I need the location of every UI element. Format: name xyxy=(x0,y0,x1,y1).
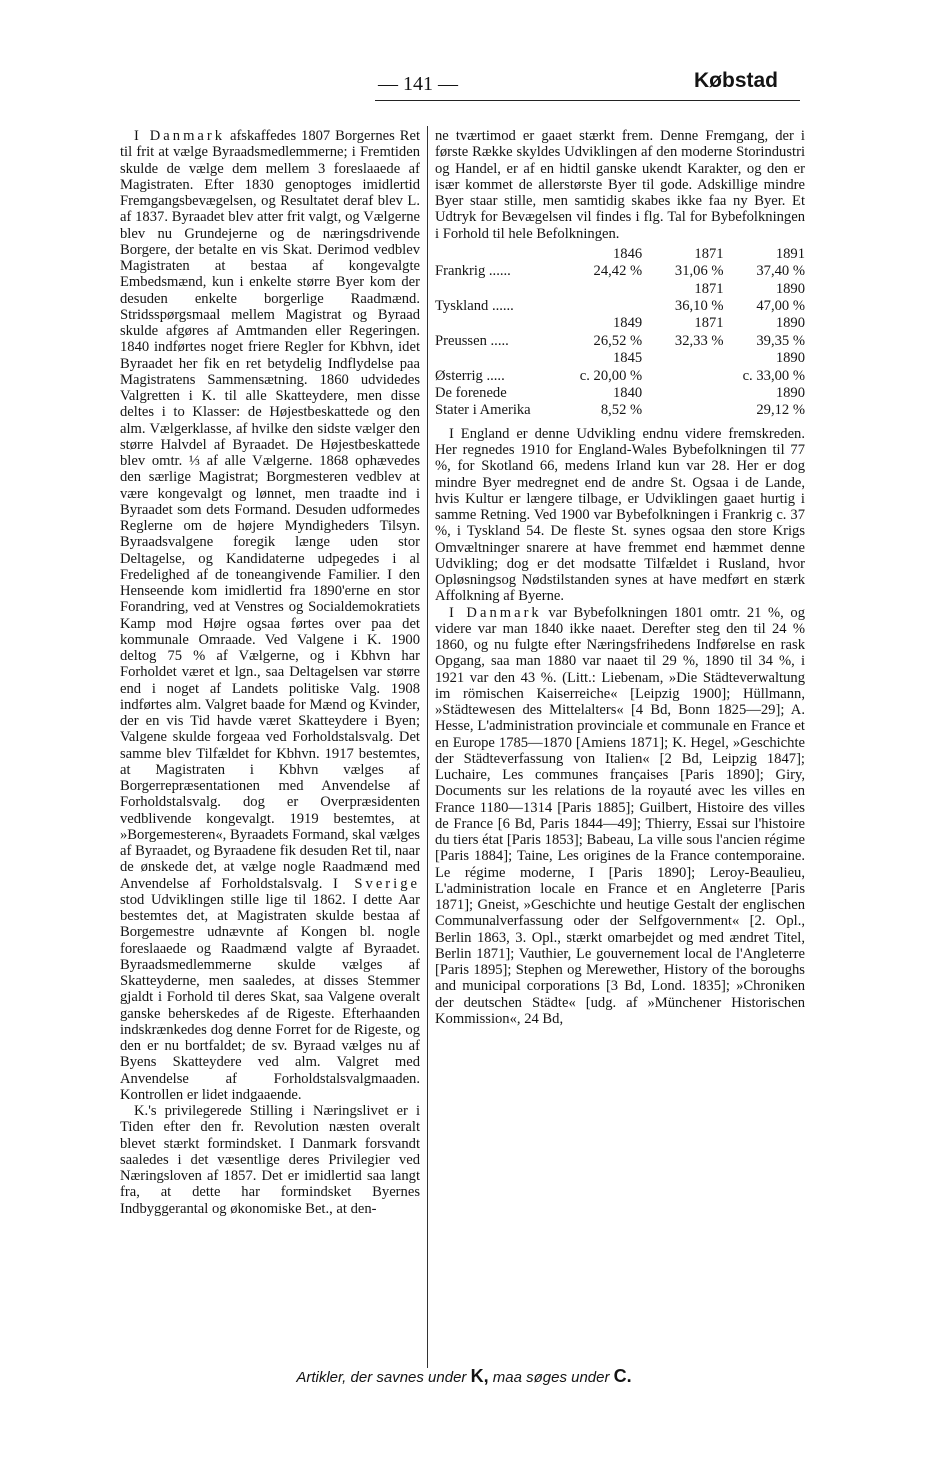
running-title: Købstad xyxy=(694,69,778,92)
table-cell-value: 1840 xyxy=(613,385,643,401)
left-column xyxy=(120,128,420,1217)
table-cell-country: De forenede xyxy=(435,385,507,401)
table-cell-value: 1845 xyxy=(613,350,643,367)
page-header xyxy=(0,60,928,104)
table-cell-value xyxy=(561,281,642,298)
table-cell-value: 31,06 % xyxy=(674,263,724,280)
left-paragraph-2: K.'s privilegerede Stilling i Næringslivet er i Tiden efter den fr. Revolution næsten overalt blevet stærkt formindsket. I Danmark forsvandt saaledes i det væsentlige deres Privilegier ved Næringsloven af 1857. Det er imidlertid saa langt fra, at dette har formindsket Byernes Indbyggerantal og økonomiske Bet., at den- xyxy=(120,1103,420,1217)
table-cell-value xyxy=(642,385,723,402)
right-paragraph-3 xyxy=(435,605,805,1028)
left-paragraph-1-text-2: stod Udviklingen stille lige til 1862. I dette Aar bestemtes det, at Magistraten skulde bestaa af Borgemestre udnævnte af Kongen bl. nogle foreslaaede og Raadmænd valgte af Byraadet. Byraadsmedlemmerne skulde vælges af Skatteyderne, men saaledes, at disses Stemmer gjaldt i Forhold til deres Skat, saa Valgene overalt ganske beherskedes af de Rigeste. Efterhaanden indskrænkedes dog denne Forret for de Rigeste, og den er nu bortfaldet; de sv. Byraad vælges nu af Byens Skatteydere ved alm. Valgret med Anvendelse af Forholdstalsvalgmaaden. Kontrollen er lidet indgaaende. xyxy=(120,891,420,1103)
lead-danmark-2: I Danmark xyxy=(449,604,542,621)
table-row xyxy=(435,246,805,263)
table-cell-value xyxy=(642,402,723,419)
table-row xyxy=(435,315,805,332)
table-cell-value: 8,52 % xyxy=(600,402,643,419)
lead-sverige: I Sverige xyxy=(332,875,420,892)
table-cell-value: 1849 xyxy=(613,315,643,332)
footer-text-a: Artikler, der savnes under xyxy=(296,1369,467,1386)
table-row xyxy=(435,263,805,280)
table-cell-value: 1871 xyxy=(694,245,724,262)
header-rule xyxy=(375,100,800,101)
footer-text-b: maa søges under xyxy=(492,1369,610,1386)
table-cell-value: 1846 xyxy=(613,245,643,262)
table-cell-country xyxy=(435,246,561,263)
left-paragraph-1 xyxy=(120,128,420,1103)
table-row xyxy=(435,333,805,350)
table-cell-country: Tyskland ...... xyxy=(435,297,514,314)
footer-note xyxy=(0,1366,928,1387)
table-cell-value: c. 33,00 % xyxy=(742,367,805,384)
table-cell-country: Preussen ..... xyxy=(435,332,509,349)
right-paragraph-3-text: var Bybefolkningen 1801 omtr. 21 %, og videre var man 1840 ikke naaet. Derefter steg den til 24 % 1860, og nu fulgte efter Næringsfrihedens Indførelse en rask Opgang, saa man 1880 var naaet til 29 %, 1890 til 34 %, i 1921 var den 43 %. (Litt.: Liebenam, »Die Städteverwaltung im römischen Kaiserreiche« [Leipzig 1900]; Hüllmann, »Städtewesen des Mittelalters« [4 Bd, Bonn 1825—29]; A. Hesse, L'administration provinciale et communale en France et en Europe 1785—1870 [Amiens 1871]; K. Hegel, »Geschichte der Städteverfassung von Italien« [2 Bd, Leipzig 1847]; Luchaire, Les communes françaises [Paris 1890]; Giry, Documents sur les relations de la royauté avec les villes en France 1180—1314 [Paris 1885]; Guilbert, Histoire des villes de France [6 Bd, Paris 1844—49]; Thierry, Essai sur l'histoire du tiers état [Paris 1853]; Babeau, La ville sous l'ancien régime [Paris 1884]; Taine, Les origines de la France contemporaine. Le régime moderne, I [Paris 1890]; Leroy-Beaulieu, L'administration locale en France et en Angleterre [Paris 1871]; Gneist, »Geschichte und heutige Gestalt der englischen Communalverfassung oder der Selfgovernment« [2. Opl., Berlin 1863, 3. Opl., stærkt omarbejdet og med ændret Titel, Berlin 1871]; Vauthier, Le gouvernement local de l'Angleterre [Paris 1895]; Stephen og Merewether, History of the boroughs and municipal corporations [3 Bd, Lond. 1835]; »Chroniken der deutschen Städte« [udg. af »Münchener Historischen Kommission«, 24 Bd, xyxy=(435,604,805,1027)
table-cell-value: 1871 xyxy=(694,280,724,297)
table-row xyxy=(435,281,805,298)
table-cell-value: 1890 xyxy=(775,315,805,332)
table-cell-value: 26,52 % xyxy=(593,332,643,349)
table-cell-country: Østerrig ..... xyxy=(435,367,505,384)
table-cell-value: 1890 xyxy=(775,385,805,401)
table-cell-value: 39,35 % xyxy=(756,332,805,349)
table-cell-value: 24,42 % xyxy=(593,263,643,280)
table-cell-value xyxy=(561,298,642,315)
table-cell-value: 32,33 % xyxy=(674,332,724,349)
table-row xyxy=(435,402,805,419)
table-cell-value xyxy=(642,350,723,367)
table-cell-country: Frankrig ...... xyxy=(435,263,511,280)
table-cell-country xyxy=(435,350,561,367)
table-cell-country xyxy=(435,281,561,298)
table-row xyxy=(435,350,805,367)
table-row xyxy=(435,298,805,315)
population-table xyxy=(435,246,805,420)
table-row xyxy=(435,385,805,402)
population-table-body xyxy=(435,246,805,420)
lead-danmark: I Danmark xyxy=(134,128,226,144)
table-cell-value xyxy=(642,368,723,385)
table-cell-value: 37,40 % xyxy=(756,263,805,280)
page-number: — 141 — xyxy=(378,73,458,95)
table-row xyxy=(435,368,805,385)
table-cell-value: c. 20,00 % xyxy=(579,367,643,384)
table-cell-value: 1871 xyxy=(694,315,724,332)
table-cell-value: 47,00 % xyxy=(756,297,805,314)
left-paragraph-1-text: afskaffedes 1807 Borgernes Ret til frit at vælge Byraadsmedlemmerne; i Fremtiden skulde de vælge dem mellem 3 foreslaaede af Magistraten. Efter 1830 genoptoges imidlertid Fremgangsbevægelsen, og Resultatet deraf blev L. af 1837. Byraadet blev atter frit valgt, og Vælgerne blev nu Grundejerne og de næringsdrivende Borgere, der betalte en vis Skat. Derimod vedblev Magistraten at bestaa af kongevalgte Embedsmænd, kun i enkelte større Byer kom der desuden enkelte borgerlige Raadmænd. Stridsspørgsmaal mellem Magistrat og Byraad skulde afgøres af Amtmanden eller Regeringen. 1840 indførtes noget friere Regler for Kbhvn, idet Byraadet her fik en ret betydelig Indflydelse paa Magistratens Sammensætning. 1860 udvidedes Valgretten i K. til alle Skatteydere, men disse deltes i to Klasser: de Højestbeskattede og den alm. Vælgerklasse, af hvilke den sidste vælger den større Halvdel af Byraadet. De Højestbeskattede blev omtr. ⅓ af alle Vælgerne. 1868 ophævedes den særlige Magistrat; Borgmesteren vedblev at være kongevalgt og lønnet, men traadte ind i Byraadet som dets Formand. Desuden udformedes Reglerne om de højere Myndigheders Tilsyn. Byraadsvalgene foregik længe uden stor Deltagelse, og Kandidaterne udpegedes i al Fredelighed af de toneangivende Familier. I den Henseende kom imidlertid fra 1890'erne en stor Forandring, ved at Venstres og Socialdemokratiets Kamp mod Højre ogsaa førtes over paa det kommunale Omraade. Ved Valgene i K. 1900 deltog 75 % af Vælgerne, og i Kbhvn har Forholdet været et lgn., saa Deltagelsen var større end i noget af Landets politiske Valg. 1908 indførtes alm. Valgret baade for Mænd og Kvinder, der en vis Tid havde været Skatteydere i Byen; Valgene skulde forgeaa ved Forholdstalsvalg. Det samme blev Tilfældet for Kbhvn. 1917 bestemtes, at Magistraten i Kbhvn vælges af Borgerrepræsentationen med Anvendelse af Forholdstalsvalg. dog er Overpræsidenten vedblivende kongevalgt. 1919 bestemtes, at »Borgemesteren«, Byraadets Formand, skal vælges af Byraadet, og Byraadene fik desuden Ret til, naar de ønskede det, at vælge nogle Raadmænd med Anvendelse af Forholdstalsvalg. xyxy=(120,128,421,892)
footer-letter-c: C. xyxy=(613,1366,632,1386)
right-paragraph-2: I England er denne Udvikling endnu videre fremskreden. Her regnedes 1910 for England-Wales Bybefolkningen til 77 %, for Skotland 66, medens Irland kun var 28. Her er dog mindre Byer medregnet end de andre St. Ogsaa i de Lande, hvis Kultur er længere tilbage, er Udviklingen gaaet hurtig i samme Retning. Ved 1900 var Bybefolkningen i Frankrig c. 37 %, i Tyskland 54. De fleste St. synes ogsaa den store Krigs Omvæltninger snarere at have fremmet end hæmmet denne Udvikling; dog er det modsatte Tilfældet i Rusland, hvor Opløsningsog Nødstilstanden synes at have medført en stærk Affolkning af Byerne. xyxy=(435,425,805,605)
footer-letter-k: K, xyxy=(470,1366,489,1386)
right-column xyxy=(435,128,805,1027)
table-cell-value: 1890 xyxy=(775,280,805,297)
table-cell-country: Stater i Amerika xyxy=(435,402,531,419)
table-cell-value: 1890 xyxy=(775,350,805,367)
table-cell-value: 29,12 % xyxy=(756,402,805,419)
right-paragraph-1: ne tværtimod er gaaet stærkt frem. Denne Fremgang, der i første Række skyldes Udviklingen af den moderne Storindustri og Handel, er af en hidtil ganske ukendt Karakter, og den er især kommet de allerstørste Byer til gode. Adskillige mindre Byer staar stille, men samtidig skabes ikke faa ny Byer. Et Udtryk for Bevægelsen vil findes i flg. Tal for Bybefolkningen i Forhold til hele Befolkningen. xyxy=(435,128,805,242)
table-cell-value: 36,10 % xyxy=(674,297,724,314)
table-cell-value: 1891 xyxy=(775,245,805,262)
column-divider xyxy=(427,126,428,1368)
table-cell-country xyxy=(435,315,561,332)
